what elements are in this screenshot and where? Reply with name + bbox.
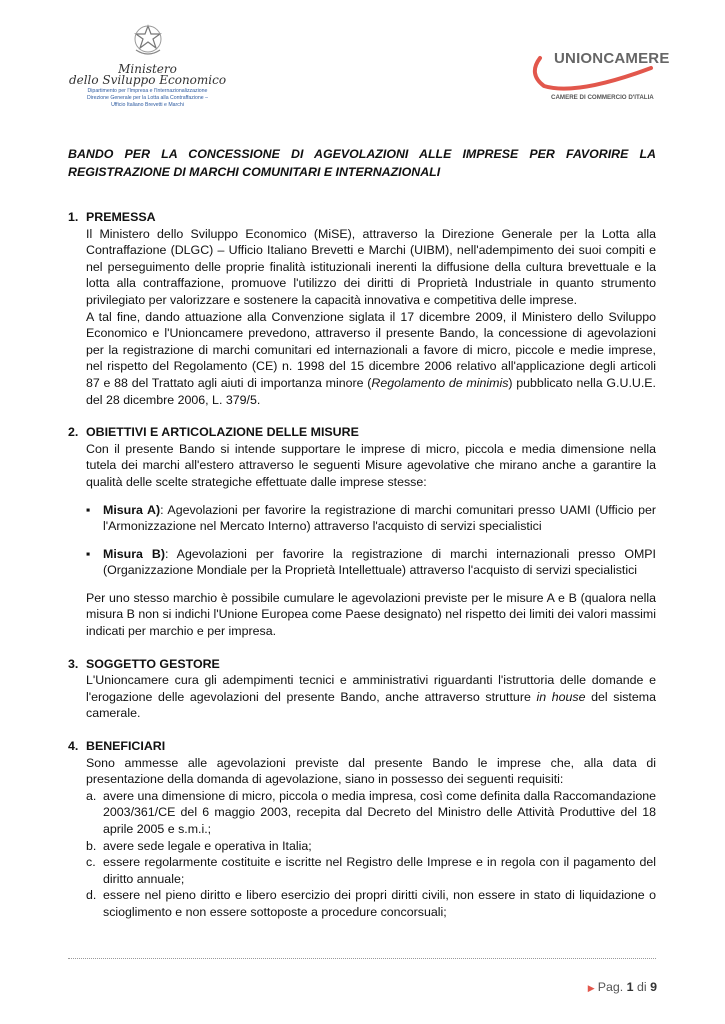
measure-text: : Agevolazioni per favorire la registrazione di marchi comunitari presso UAMI (Ufficio per l'Armonizzazione nel Mercato Interno) attraverso l'acquisto di servizi specialistici (103, 502, 656, 534)
page-separator: di (633, 980, 651, 994)
section-beneficiari (68, 738, 656, 921)
paragraph-text: del sistema camerale. (86, 689, 656, 721)
paragraph: Il Ministero dello Sviluppo Economico (MiSE), attraverso la Direzione Generale per la Lotta alla Contraffazione (DLGC) – Ufficio Italiano Brevetti e Marchi (UIBM), nell'adempimento dei suoi compiti e nel perseguimento delle proprie finalità istituzionali inerenti la diffusione della cultura brevettuale e la lotta alla contraffazione, promuove l'utilizzo dei diritti di Proprietà Industriale in quanto strumento privilegiato per valorizzare e sostenere la capacità innovativa e competitiva delle imprese. (86, 226, 656, 307)
italic-text: in house (536, 689, 586, 704)
section-heading: PREMESSA (86, 210, 156, 224)
list-item (86, 788, 656, 838)
list-marker: c. (86, 855, 96, 870)
bullet-icon: ▪ (86, 546, 91, 561)
paragraph-text: A tal fine, dando attuazione alla Convenzione siglata il 17 dicembre 2009, il Ministero dello Sviluppo Economico e l'Unioncamere prevedono, attraverso il presente Bando, la concessione di agevolazioni per la registrazione di marchi comunitari ed internazionali a favore di micro, piccole e medie imprese, nel rispetto del Regolamento (CE) n. 1998 del 15 dicembre 2006 relativo all'applicazione degli articoli 87 e 88 del Trattato agli aiuti di importanza minore ( (86, 309, 656, 390)
requirements-list (86, 788, 656, 921)
list-item (86, 502, 656, 535)
paragraph (86, 309, 656, 409)
list-item (86, 854, 656, 887)
paragraph: Per uno stesso marchio è possibile cumulare le agevolazioni previste per le misure A e B (qualora nella misura B non si indichi l'Unione Europea come Paese designato) nel rispetto dei limiti dei valori massimi indicati per marchio e per impresa. (86, 590, 656, 639)
section-soggetto-gestore (68, 656, 656, 722)
paragraph (86, 672, 656, 722)
measure-text: : Agevolazioni per favorire la registrazione di marchi internazionali presso OMPI (Organizzazione Mondiale per la Proprietà Intellettuale) attraverso l'acquisto di servizi specialistici (103, 546, 656, 578)
arrow-right-icon: ▶ (587, 983, 595, 993)
current-page: 1 (626, 980, 634, 994)
section-heading: BENEFICIARI (86, 739, 166, 754)
list-item-text: avere una dimensione di micro, piccola o media impresa, così come definita dalla Raccomandazione 2003/361/CE del 6 maggio 2003, recepita dal Decreto del Ministro delle Attività Produttive del 18 aprile 2005 e s.m.i.; (103, 788, 656, 836)
section-number: 1. (68, 210, 79, 224)
bullet-icon: ▪ (86, 502, 91, 517)
list-item (86, 887, 656, 920)
page-number (588, 980, 657, 994)
mise-sub-line: Direzione Generale per la Lotta alla Contraffazione – (86, 95, 209, 101)
paragraph-text: ) pubblicato nella G.U.U.E. del 28 dicembre 2006, L. 379/5. (86, 375, 656, 407)
mise-sub-line: Ufficio Italiano Brevetti e Marchi (111, 102, 184, 108)
mise-name-line2: dello Sviluppo Economico (68, 73, 227, 87)
mise-logo (60, 24, 235, 109)
section-obiettivi (68, 424, 656, 640)
paragraph-text: L'Unioncamere cura gli adempimenti tecnici e amministrativi riguardanti l'istruttoria delle domande e l'erogazione delle agevolazioni del presente Bando, anche attraverso strutture (86, 673, 656, 704)
list-item (86, 838, 656, 855)
measure-label: Misura B) (103, 546, 165, 561)
paragraph: Con il presente Bando si intende supportare le imprese di micro, piccola e media dimensione nella tutela dei marchi all'estero attraverso le seguenti Misure agevolative che mirano anche a garantire la qualità delle scelte strategiche effettuate dalle imprese stesse: (86, 441, 656, 489)
section-number: 4. (68, 739, 79, 754)
section-number: 3. (68, 656, 79, 671)
mise-name-line1: Ministero (118, 62, 177, 76)
section-premessa (68, 209, 656, 408)
section-heading: SOGGETTO GESTORE (86, 656, 220, 671)
measure-label: Misura A) (103, 502, 161, 517)
unioncamere-logo (526, 48, 670, 101)
mise-sub-line: Dipartimento per l'Impresa e l'Internazionalizzazione (87, 88, 208, 94)
section-heading: OBIETTIVI E ARTICOLAZIONE DELLE MISURE (86, 425, 359, 440)
document-title: BANDO PER LA CONCESSIONE DI AGEVOLAZIONI ALLE IMPRESE PER FAVORIRE LA REGISTRAZIONE DI MARCHI COMUNITARI E INTERNAZIONALI (68, 147, 656, 179)
list-marker: d. (86, 888, 97, 903)
footer-divider (68, 958, 656, 959)
unioncamere-subtitle: CAMERE DI COMMERCIO D'ITALIA (551, 94, 654, 101)
document-body (68, 209, 656, 921)
total-pages: 9 (650, 980, 657, 994)
list-item-text: essere regolarmente costituite e iscritte nel Registro delle Imprese e in regola con il pagamento del diritto annuale; (103, 855, 656, 886)
page-prefix: Pag. (597, 980, 627, 994)
section-number: 2. (68, 425, 79, 440)
list-marker: a. (86, 788, 97, 803)
list-item-text: essere nel pieno diritto e libero esercizio dei propri diritti civili, non essere in stato di liquidazione o scioglimento e non essere sottoposte a procedure concorsuali; (103, 888, 656, 919)
measures-list (86, 502, 656, 579)
list-item-text: avere sede legale e operativa in Italia; (103, 838, 312, 853)
unioncamere-name: UNIONCAMERE (554, 50, 670, 67)
list-marker: b. (86, 838, 97, 853)
paragraph: Sono ammesse alle agevolazioni previste dal presente Bando le imprese che, alla data di presentazione della domanda di agevolazione, siano in possesso dei seguenti requisiti: (86, 755, 656, 787)
list-item (86, 546, 656, 579)
italic-text: Regolamento de minimis (371, 375, 509, 390)
italian-republic-emblem-icon (131, 24, 165, 56)
